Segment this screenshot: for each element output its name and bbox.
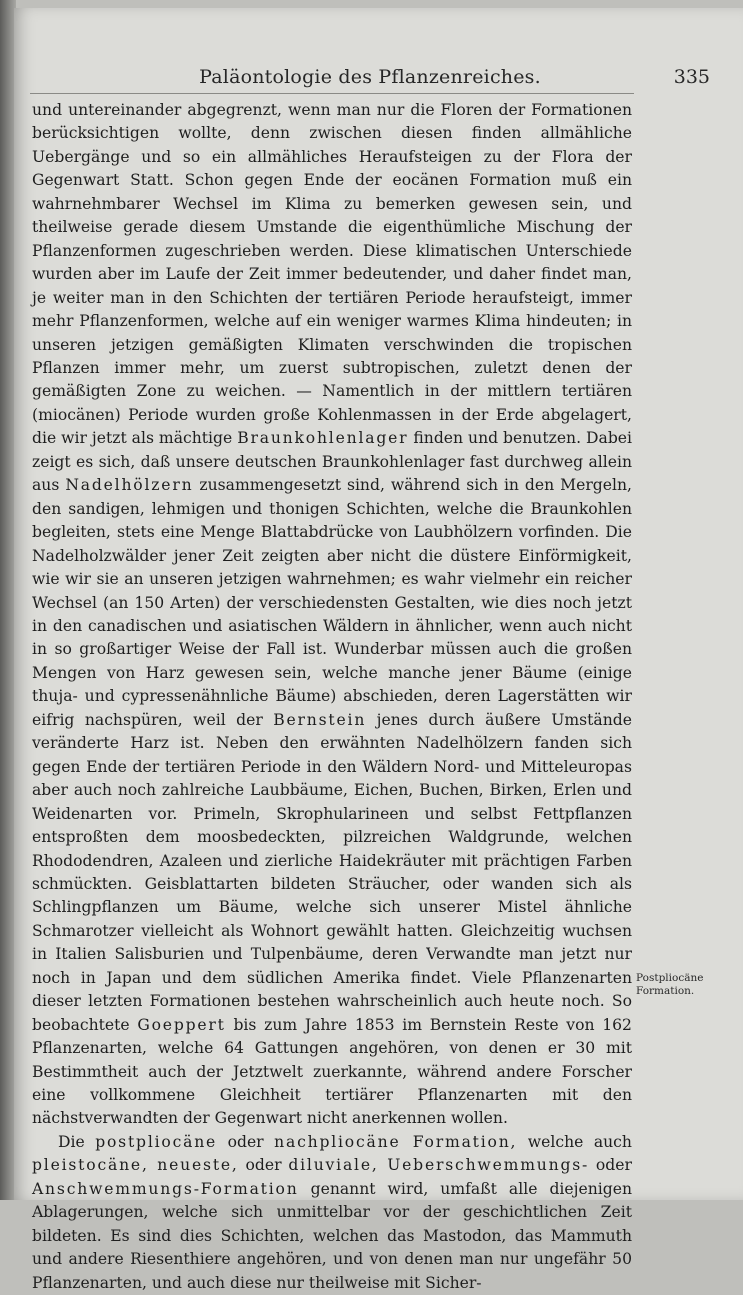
- emphasis-pleistocaene: pleistocäne, neueste,: [32, 1156, 239, 1175]
- emphasis-goeppert: Goeppert: [137, 1015, 226, 1034]
- header-title: Paläontologie des Pflanzenreiches.: [199, 66, 541, 88]
- text-segment: bis zum Jahre 1853 im Bernstein Reste von 162 Pflanzenarten, welche 64 Gattungen angehören, von denen er 30 mit Bestimmtheit auch der Jetztwelt zuerkannte, während andere Forscher eine vollkommene Gleichheit tertiärer Pflanzenarten mit den nächstverwandten der Gegenwart nicht anerkennen wollen.: [32, 1015, 632, 1128]
- text-segment: und untereinander abgegrenzt, wenn man nur die Floren der Formationen berücksichtigen wollte, denn zwischen diesen finden allmähliche Uebergänge und so ein allmähliches Heraufsteigen zu der Flora der Gegenwart Statt. Schon gegen Ende der eocänen Formation muß ein wahrnehmbarer Wechsel im Klima zu bemerken gewesen sein, und theilweise gerade diesem Umstande die eigenthümliche Mischung der Pflanzenformen zugeschrieben werden. Diese klimatischen Unterschiede wurden aber im Laufe der Zeit immer bedeutender, und daher findet man, je weiter man in den Schichten der tertiären Periode heraufsteigt, immer mehr Pflanzenformen, welche auf ein weniger warmes Klima hindeuten; in unseren jetzigen gemäßigten Klimaten verschwinden die tropischen Pflanzen immer mehr, um zuerst subtropischen, zuletzt denen der gemäßigten Zone zu weichen. — Namentlich in der mittlern tertiären (miocänen) Periode wurden große Kohlenmassen in der Erde abgelagert, die wir jetzt als mächtige: [32, 101, 632, 448]
- emphasis-nachpliocaene-formation: nachpliocäne Formation,: [274, 1132, 518, 1151]
- paragraph-2: [32, 1131, 632, 1295]
- header-divider: [30, 93, 634, 94]
- emphasis-braunkohlenlager: Braunkohlenlager: [237, 429, 409, 448]
- emphasis-diluviale: diluviale, Ueberschwemmungs-: [288, 1156, 590, 1175]
- running-header: [30, 66, 710, 96]
- emphasis-postpliocaene: postpliocäne: [95, 1132, 218, 1151]
- text-segment: zusammengesetzt sind, während sich in den Mergeln, den sandigen, lehmigen und thonigen Schichten, welche die Braunkohlen begleiten, stets eine Menge Blattabdrücke von Laubhölzern vorfinden. Die Nadelholzwälder jener Zeit zeigten aber nicht die düstere Einförmigkeit, wie wir sie an unseren jetzigen wahrnehmen; es wahr vielmehr ein reicher Wechsel (an 150 Arten) der verschiedensten Gestalten, wie dies noch jetzt in den canadischen und asiatischen Wäldern in ähnlicher, wenn auch nicht in so großartiger Weise der Fall ist. Wunderbar müssen auch die großen Mengen von Harz gewesen sein, welche manche jener Bäume (einige thuja- und cypressenähnliche Bäume) abschieden, deren Lagerstätten wir eifrig nachspüren, weil der: [32, 476, 632, 729]
- margin-note-line: Postpliocäne: [636, 972, 704, 984]
- text-segment: Die: [58, 1132, 85, 1151]
- text-segment: oder: [227, 1132, 264, 1151]
- body-text: [32, 99, 632, 1295]
- text-segment: oder: [245, 1156, 282, 1175]
- paragraph-1: [32, 99, 632, 1131]
- margin-note: [636, 972, 716, 998]
- text-segment: jenes durch äußere Umstände veränderte Harz ist. Neben den erwähnten Nadelhölzern fanden sich gegen Ende der tertiären Periode in den Wäldern Nord- und Mitteleuropas aber auch noch zahlreiche Laubbäume, Eichen, Buchen, Birken, Erlen und Weidenarten vor. Primeln, Skrophularineen und selbst Fettpflanzen entsproßten dem moosbedeckten, pilzreichen Waldgrunde, welchen Rhododendren, Azaleen und zierliche Haidekräuter mit prächtigen Farben schmückten. Geisblattarten bildeten Sträucher, oder wanden sich als Schlingpflanzen um Bäume, welche sich unserer Mistel ähnliche Schmarotzer vielleicht als Wohnort gewählt hatten. Gleichzeitig wuchsen in Italien Salisburien und Tulpenbäume, deren Verwandte man jetzt nur noch in Japan und dem südlichen Amerika findet. Viele Pflanzenarten dieser letzten Formationen bestehen wahrscheinlich auch heute noch. So beobachtete: [32, 710, 632, 1034]
- text-segment: genannt wird, umfaßt alle diejenigen Ablagerungen, welche sich unmittelbar vor der geschichtlichen Zeit bildeten. Es sind dies Schichten, welchen das Mastodon, das Mammuth und andere Riesenthiere angehören, und von denen man nur ungefähr 50 Pflanzenarten, und auch diese nur theilweise mit Sicher-: [32, 1179, 632, 1292]
- text-segment: oder: [595, 1156, 632, 1175]
- text-segment: finden und benutzen. Dabei zeigt es sich, daß unsere deutschen Braunkohlenlager fast durchweg allein aus: [32, 429, 633, 495]
- emphasis-anschwemmungs-formation: Anschwemmungs-Formation: [32, 1179, 299, 1198]
- page-number: 335: [673, 66, 710, 88]
- emphasis-nadelhoelzern: Nadelhölzern: [65, 476, 194, 495]
- emphasis-bernstein: Bernstein: [273, 710, 367, 729]
- text-segment: welche auch: [527, 1132, 632, 1151]
- margin-note-line: Formation.: [636, 985, 695, 997]
